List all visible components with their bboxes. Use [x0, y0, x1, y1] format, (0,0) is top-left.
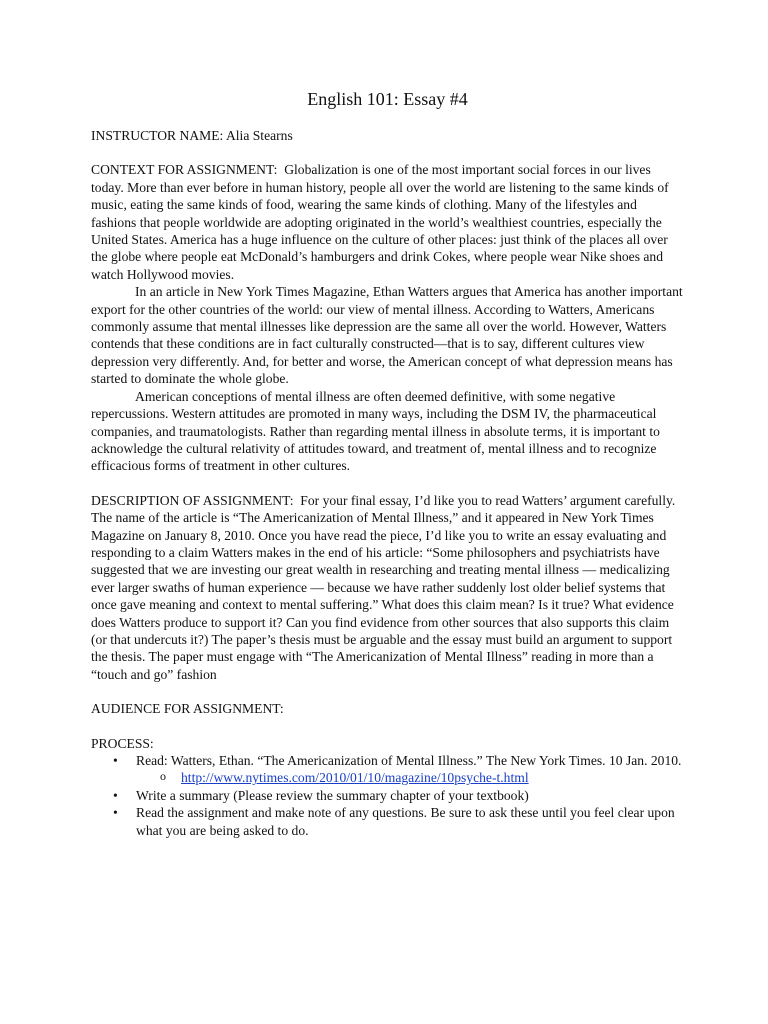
- description-label: DESCRIPTION OF ASSIGNMENT:: [91, 492, 294, 508]
- list-item: [91, 752, 684, 787]
- article-link[interactable]: http://www.nytimes.com/2010/01/10/magazine/10psyche-t.html: [181, 770, 529, 786]
- list-item: [91, 787, 684, 804]
- audience-label: AUDIENCE FOR ASSIGNMENT:: [91, 701, 284, 717]
- context-paragraph-3: American conceptions of mental illness are often deemed definitive, with some negative repercussions. Western attitudes are promoted in many ways, including the DSM IV, the pharmaceutical companies, and traumatologists. Rather than regarding mental illness in absolute terms, it is important to acknowledge the cultural relativity of attitudes toward, and treatment of, mental illness and to recognize efficacious forms of treatment in other cultures.: [91, 388, 660, 474]
- process-item-summary: Write a summary (Please review the summary chapter of your textbook): [136, 787, 529, 803]
- document-title: English 101: Essay #4: [307, 89, 468, 109]
- list-item: [136, 769, 684, 786]
- context-label: CONTEXT FOR ASSIGNMENT:: [91, 162, 278, 178]
- context-paragraph-2: In an article in New York Times Magazine, Ethan Watters argues that America has another important export for the other countries of the world: our view of mental illness. According to Watters, Americans commonly assume that mental illnesses like depression are the same all over the world. However, Watters contends that these conditions are in fact culturally constructed—that is to say, different cultures view depression very differently. And, for better and worse, the American concept of what depression means has started to dominate the whole globe.: [91, 284, 683, 387]
- description-text: For your final essay, I’d like you to read Watters’ argument carefully. The name of the article is “The Americanization of Mental Illness,” and it appeared in New York Times Magazine on January 8, 2010. Once you have read the piece, I’d like you to write an essay evaluating and responding to a claim Watters makes in the end of his article: “Some philosophers and psychiatrists have suggested that we are investing our great wealth in researching and treating mental illness — medicalizing ever larger swaths of human experience — because we have rather suddenly lost older belief systems that once gave meaning and context to mental suffering.” What does this claim mean? Is it true? What evidence does Watters produce to support it? Can you find evidence from other sources that also supports this claim (or that undercuts it?) The paper’s thesis must be arguable and the essay must build an argument to support the thesis. The paper must engage with “The Americanization of Mental Illness” reading in more than a “touch and go” fashion: [91, 492, 676, 682]
- process-item-read: Read: Watters, Ethan. “The Americanization of Mental Illness.” The New York Times. 10 Jan. 2010.: [136, 753, 682, 768]
- process-list: [91, 752, 684, 839]
- process-label: PROCESS:: [91, 735, 154, 751]
- description-paragraph: [91, 492, 684, 683]
- instructor-line: INSTRUCTOR NAME: Alia Stearns: [91, 128, 293, 143]
- list-item: [91, 804, 684, 839]
- process-sublist: [136, 769, 684, 786]
- process-item-questions: Read the assignment and make note of any questions. Be sure to ask these until you feel clear upon what you are being asked to do.: [136, 805, 675, 838]
- context-text-1: Globalization is one of the most important social forces in our lives today. More than ever before in human history, people all over the world are listening to the same kinds of music, eating the same kinds of food, wearing the same kinds of clothing. Many of the lifestyles and fashions that people worldwide are adopting originated in the world’s wealthiest countries, especially the United States. America has a huge influence on the culture of other places: just think of the places all over the globe where people eat McDonald’s hamburgers and drink Cokes, where people wear Nike shoes and watch Hollywood movies.: [91, 162, 669, 282]
- context-paragraph-1: [91, 161, 684, 283]
